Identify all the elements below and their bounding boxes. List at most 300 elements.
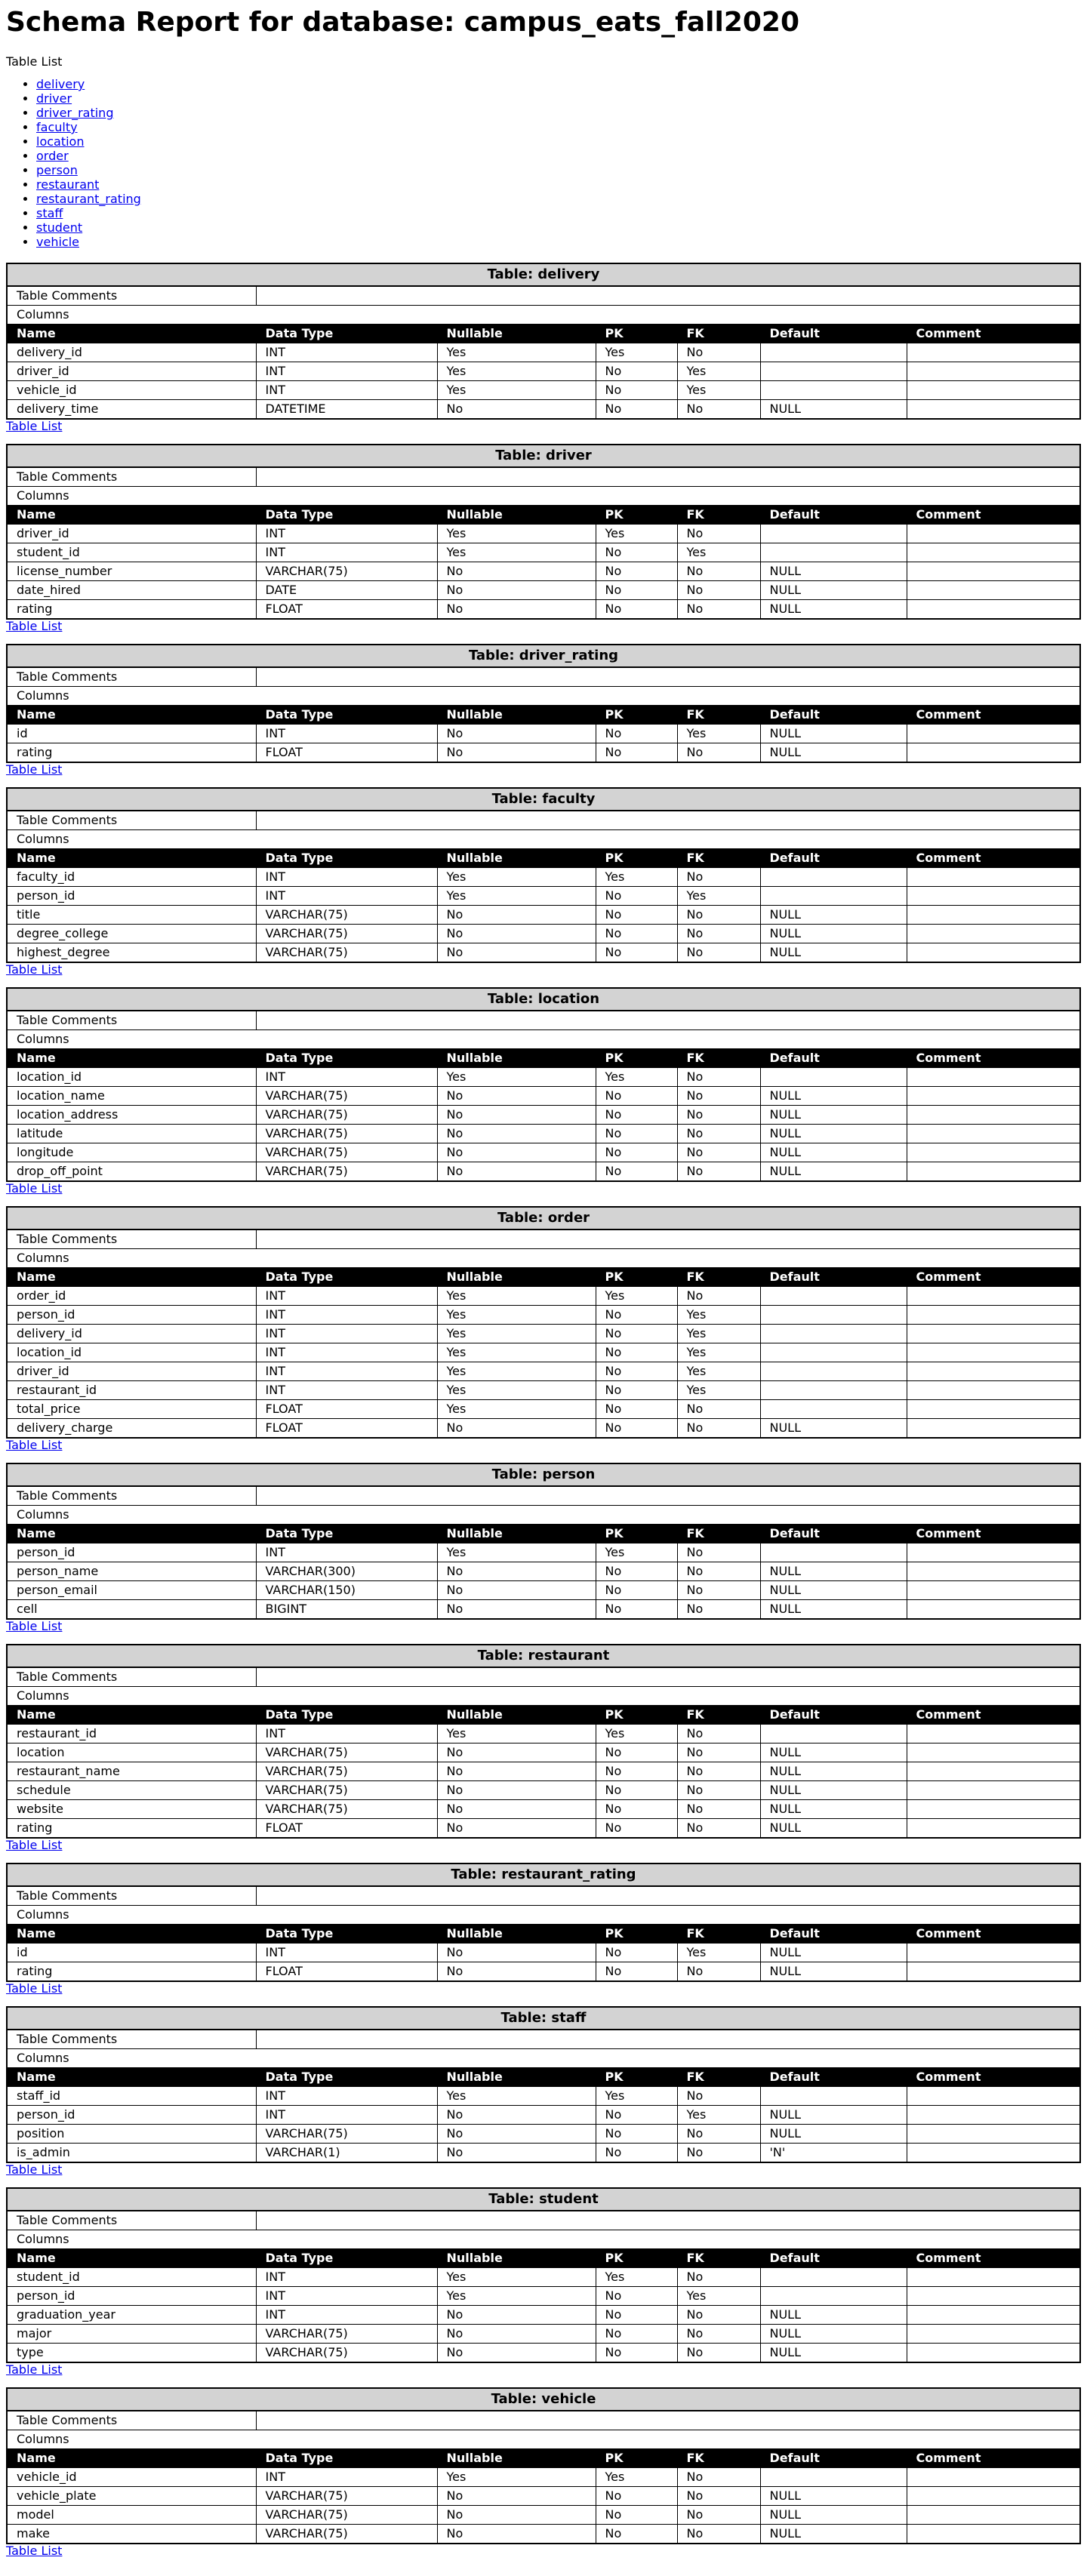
table-comments-row (7, 1230, 1080, 1249)
table-cell: FLOAT (256, 1819, 437, 1839)
table-row (7, 887, 1080, 906)
column-header: Name (7, 1925, 256, 1944)
column-header-row (7, 2249, 1080, 2268)
table-cell: VARCHAR(75) (256, 562, 437, 581)
table-cell: No (677, 743, 760, 763)
columns-label: Columns (7, 2049, 1080, 2068)
table-row (7, 1781, 1080, 1800)
table-cell: No (677, 2344, 760, 2363)
table-cell: No (677, 2487, 760, 2506)
table-cell: restaurant_id (7, 1381, 256, 1400)
table-link-driver_rating[interactable]: driver_rating (36, 106, 114, 120)
table-cell: No (677, 925, 760, 943)
table-cell: INT (256, 725, 437, 743)
table-cell: NULL (760, 743, 907, 763)
back-to-table-list-link[interactable]: Table List (6, 419, 63, 433)
table-title-row (7, 645, 1080, 667)
table-cell: NULL (760, 2106, 907, 2125)
table-title-prefix: Table: (487, 991, 538, 1007)
table-cell: INT (256, 1325, 437, 1343)
table-cell (907, 887, 1080, 906)
table-title-prefix: Table: (491, 2391, 542, 2407)
table-cell: rating (7, 1962, 256, 1982)
table-cell: NULL (760, 2306, 907, 2325)
back-to-table-list-link[interactable]: Table List (6, 962, 63, 977)
column-header: Comment (907, 2249, 1080, 2268)
table-cell: INT (256, 2306, 437, 2325)
table-title (7, 263, 1080, 286)
table-cell (907, 1287, 1080, 1306)
table-comments-label: Table Comments (7, 1667, 256, 1687)
table-cell: No (437, 1600, 596, 1620)
table-cell: id (7, 725, 256, 743)
table-link-restaurant_rating[interactable]: restaurant_rating (36, 192, 141, 206)
table-title-prefix: Table: (491, 1467, 543, 1482)
table-cell: No (437, 1800, 596, 1819)
table-cell: BIGINT (256, 1600, 437, 1620)
table-cell: No (596, 925, 677, 943)
table-cell (907, 2287, 1080, 2306)
table-cell (907, 925, 1080, 943)
table-cell (907, 1944, 1080, 1962)
table-cell (907, 1343, 1080, 1362)
table-comments-value (256, 467, 1080, 487)
column-header: FK (677, 1925, 760, 1944)
table-cell: No (677, 525, 760, 543)
table-cell: INT (256, 2268, 437, 2287)
table-cell (907, 1381, 1080, 1400)
column-header: PK (596, 1706, 677, 1725)
table-cell: No (437, 600, 596, 620)
table-title-row (7, 2007, 1080, 2030)
table-title-row (7, 1207, 1080, 1230)
table-cell (760, 2468, 907, 2487)
table-cell: NULL (760, 1562, 907, 1581)
table-cell: No (677, 1543, 760, 1562)
table-comments-row (7, 1886, 1080, 1906)
table-cell: No (596, 1562, 677, 1581)
table-title-name: restaurant (528, 1648, 610, 1663)
table-list-item (36, 134, 1069, 149)
table-row (7, 1381, 1080, 1400)
table-cell: No (596, 1087, 677, 1106)
table-cell: Yes (437, 1381, 596, 1400)
table-cell: No (437, 2325, 596, 2344)
table-cell: NULL (760, 925, 907, 943)
table-cell: NULL (760, 562, 907, 581)
table-cell: NULL (760, 1162, 907, 1182)
table-cell: Yes (677, 381, 760, 400)
table-title (7, 1645, 1080, 1667)
column-header: Data Type (256, 2249, 437, 2268)
table-cell: No (596, 2344, 677, 2363)
table-title-name: staff (551, 2010, 587, 2026)
table-cell: No (437, 1944, 596, 1962)
back-to-table-list-link[interactable]: Table List (6, 2544, 63, 2558)
table-cell: No (677, 1125, 760, 1143)
back-to-table-list-link[interactable]: Table List (6, 2162, 63, 2177)
column-header-row (7, 1049, 1080, 1068)
table-cell: No (596, 2325, 677, 2344)
table-cell: No (596, 1162, 677, 1182)
table-cell (907, 1162, 1080, 1182)
table-link-driver[interactable]: driver (36, 91, 72, 106)
column-header-row (7, 849, 1080, 868)
table-cell: No (596, 562, 677, 581)
column-header: FK (677, 1268, 760, 1287)
back-to-table-list-link[interactable]: Table List (6, 1438, 63, 1452)
table-cell (907, 1762, 1080, 1781)
table-cell: No (596, 2106, 677, 2125)
table-cell (907, 906, 1080, 925)
table-cell: No (596, 1362, 677, 1381)
table-title (7, 988, 1080, 1011)
table-list-item (36, 120, 1069, 134)
table-link-location[interactable]: location (36, 134, 85, 149)
columns-label: Columns (7, 306, 1080, 325)
table-comments-label: Table Comments (7, 1486, 256, 1506)
table-cell: degree_college (7, 925, 256, 943)
table-cell: No (596, 2125, 677, 2144)
column-header: Nullable (437, 2068, 596, 2087)
schema-table-vehicle (6, 2387, 1081, 2544)
table-title-prefix: Table: (451, 1867, 502, 1882)
table-title-prefix: Table: (495, 448, 547, 463)
table-title-prefix: Table: (487, 266, 538, 282)
table-cell: VARCHAR(75) (256, 1743, 437, 1762)
table-cell: VARCHAR(75) (256, 2344, 437, 2363)
column-header: FK (677, 1525, 760, 1543)
table-cell: VARCHAR(75) (256, 1800, 437, 1819)
table-cell: vehicle_id (7, 2468, 256, 2487)
table-cell (760, 887, 907, 906)
table-cell (760, 868, 907, 887)
table-cell: VARCHAR(75) (256, 1087, 437, 1106)
table-row (7, 943, 1080, 963)
table-cell: VARCHAR(75) (256, 2487, 437, 2506)
table-cell: restaurant_name (7, 1762, 256, 1781)
table-cell: No (596, 1762, 677, 1781)
table-cell: No (677, 1419, 760, 1439)
table-cell: No (596, 2144, 677, 2163)
table-cell: NULL (760, 400, 907, 420)
table-cell (907, 1419, 1080, 1439)
column-header: Default (760, 1706, 907, 1725)
table-cell: No (677, 581, 760, 600)
table-cell (907, 1600, 1080, 1620)
table-cell: No (437, 1419, 596, 1439)
table-cell: No (437, 2125, 596, 2144)
table-cell (907, 1800, 1080, 1819)
table-cell: faculty_id (7, 868, 256, 887)
table-row (7, 1419, 1080, 1439)
table-list-item (36, 149, 1069, 163)
table-cell: No (677, 1725, 760, 1743)
table-cell: No (596, 2306, 677, 2325)
table-cell: type (7, 2344, 256, 2363)
table-cell: No (596, 1381, 677, 1400)
table-cell: No (596, 943, 677, 963)
table-cell: schedule (7, 1781, 256, 1800)
table-cell: delivery_charge (7, 1419, 256, 1439)
table-title (7, 788, 1080, 811)
table-cell: VARCHAR(150) (256, 1581, 437, 1600)
table-cell: VARCHAR(75) (256, 1106, 437, 1125)
table-comments-value (256, 286, 1080, 306)
table-link-vehicle[interactable]: vehicle (36, 235, 79, 249)
table-cell: restaurant_id (7, 1725, 256, 1743)
column-header: Default (760, 849, 907, 868)
table-cell: No (677, 562, 760, 581)
table-cell: DATE (256, 581, 437, 600)
table-cell (760, 2287, 907, 2306)
table-cell: rating (7, 600, 256, 620)
table-cell: No (437, 2344, 596, 2363)
column-header: FK (677, 2068, 760, 2087)
table-cell: Yes (437, 1068, 596, 1087)
table-cell: NULL (760, 725, 907, 743)
table-cell: No (596, 1419, 677, 1439)
table-list-item (36, 192, 1069, 206)
table-row (7, 1400, 1080, 1419)
table-cell: Yes (677, 543, 760, 562)
column-header: Comment (907, 706, 1080, 725)
table-cell: Yes (437, 1362, 596, 1381)
column-header: PK (596, 2068, 677, 2087)
table-cell (907, 525, 1080, 543)
table-title-name: order (547, 1210, 590, 1226)
table-title-row (7, 1864, 1080, 1886)
table-comments-label: Table Comments (7, 2030, 256, 2049)
table-row (7, 1800, 1080, 1819)
table-cell (907, 1962, 1080, 1982)
table-cell: No (677, 2506, 760, 2525)
table-row (7, 362, 1080, 381)
table-cell: FLOAT (256, 600, 437, 620)
column-header: Data Type (256, 1706, 437, 1725)
table-list-item (36, 77, 1069, 91)
columns-label-row (7, 1249, 1080, 1268)
table-cell: INT (256, 1343, 437, 1362)
table-comments-label: Table Comments (7, 467, 256, 487)
back-to-table-list-link[interactable]: Table List (6, 1838, 63, 1852)
table-cell: No (596, 1819, 677, 1839)
table-cell (907, 2468, 1080, 2487)
columns-label-row (7, 2049, 1080, 2068)
back-to-table-list-link[interactable]: Table List (6, 2362, 63, 2377)
column-header: Comment (907, 849, 1080, 868)
table-cell (760, 1325, 907, 1343)
table-title (7, 2188, 1080, 2211)
table-link-restaurant[interactable]: restaurant (36, 177, 100, 192)
table-cell: Yes (677, 1325, 760, 1343)
table-cell: No (437, 1125, 596, 1143)
table-row (7, 2487, 1080, 2506)
column-header: Comment (907, 1049, 1080, 1068)
table-row (7, 400, 1080, 420)
table-cell: No (677, 868, 760, 887)
table-cell: delivery_id (7, 343, 256, 362)
table-list-item (36, 163, 1069, 177)
table-row (7, 2344, 1080, 2363)
column-header-row (7, 325, 1080, 343)
table-cell: Yes (437, 543, 596, 562)
table-cell: student_id (7, 2268, 256, 2287)
table-cell: INT (256, 887, 437, 906)
table-cell (907, 868, 1080, 887)
table-cell: id (7, 1944, 256, 1962)
back-to-table-list-link[interactable]: Table List (6, 762, 63, 777)
table-cell: NULL (760, 2344, 907, 2363)
table-cell: VARCHAR(75) (256, 1143, 437, 1162)
table-link-order[interactable]: order (36, 149, 69, 163)
columns-label: Columns (7, 687, 1080, 706)
table-title (7, 2007, 1080, 2030)
back-to-table-list-link[interactable]: Table List (6, 619, 63, 633)
table-row (7, 525, 1080, 543)
table-cell: No (437, 1162, 596, 1182)
column-header-row (7, 1706, 1080, 1725)
table-title-name: person (542, 1467, 596, 1482)
columns-label: Columns (7, 487, 1080, 506)
table-link-student[interactable]: student (36, 220, 83, 235)
table-comments-label: Table Comments (7, 2411, 256, 2430)
table-cell: No (677, 1962, 760, 1982)
table-cell: Yes (677, 725, 760, 743)
table-comments-row (7, 811, 1080, 830)
table-cell: Yes (677, 1343, 760, 1362)
table-cell (907, 1781, 1080, 1800)
table-cell: No (596, 1600, 677, 1620)
table-comments-value (256, 1230, 1080, 1249)
table-cell: No (437, 906, 596, 925)
table-cell (907, 1143, 1080, 1162)
table-cell (760, 2087, 907, 2106)
back-to-table-list-link[interactable]: Table List (6, 1619, 63, 1633)
column-header: Name (7, 2449, 256, 2468)
columns-label-row (7, 1906, 1080, 1925)
schema-table-driver_rating (6, 644, 1081, 763)
column-header: Name (7, 2249, 256, 2268)
column-header: Nullable (437, 325, 596, 343)
table-cell: Yes (437, 1306, 596, 1325)
table-cell: INT (256, 2106, 437, 2125)
table-link-staff[interactable]: staff (36, 206, 63, 220)
table-cell: Yes (437, 2087, 596, 2106)
table-title-name: driver_rating (519, 648, 619, 663)
table-row (7, 1125, 1080, 1143)
table-cell: No (596, 2506, 677, 2525)
table-comments-value (256, 2411, 1080, 2430)
table-cell (907, 2487, 1080, 2506)
table-cell: delivery_time (7, 400, 256, 420)
table-cell: No (596, 2525, 677, 2544)
column-header: Comment (907, 1706, 1080, 1725)
columns-label: Columns (7, 830, 1080, 849)
table-cell (907, 1819, 1080, 1839)
table-row (7, 1819, 1080, 1839)
table-cell: Yes (437, 1325, 596, 1343)
table-row (7, 2506, 1080, 2525)
table-cell: INT (256, 1381, 437, 1400)
table-cell: Yes (437, 1400, 596, 1419)
table-cell: latitude (7, 1125, 256, 1143)
table-cell: VARCHAR(75) (256, 1162, 437, 1182)
table-cell: Yes (677, 887, 760, 906)
table-comments-label: Table Comments (7, 1886, 256, 1906)
column-header: FK (677, 2249, 760, 2268)
table-row (7, 1581, 1080, 1600)
table-cell: No (437, 2106, 596, 2125)
table-comments-value (256, 1011, 1080, 1030)
table-cell: location_address (7, 1106, 256, 1125)
column-header: Comment (907, 2068, 1080, 2087)
table-comments-label: Table Comments (7, 1230, 256, 1249)
table-title-row (7, 1645, 1080, 1667)
table-cell: No (437, 1143, 596, 1162)
table-cell (907, 1068, 1080, 1087)
table-cell: No (437, 400, 596, 420)
back-to-table-list-link[interactable]: Table List (6, 1981, 63, 1996)
column-header: PK (596, 325, 677, 343)
table-title-name: restaurant_rating (501, 1867, 636, 1882)
table-cell: Yes (677, 1944, 760, 1962)
table-row (7, 2106, 1080, 2125)
table-cell: NULL (760, 1125, 907, 1143)
table-row (7, 1362, 1080, 1381)
column-header: Name (7, 1706, 256, 1725)
table-row (7, 725, 1080, 743)
table-cell: NULL (760, 1962, 907, 1982)
column-header: FK (677, 706, 760, 725)
table-cell (907, 1562, 1080, 1581)
table-cell: Yes (596, 1543, 677, 1562)
table-cell: No (596, 1343, 677, 1362)
table-cell: FLOAT (256, 1962, 437, 1982)
table-cell: INT (256, 1068, 437, 1087)
table-link-faculty[interactable]: faculty (36, 120, 78, 134)
table-cell: No (596, 381, 677, 400)
schema-table-person (6, 1463, 1081, 1620)
table-row (7, 1068, 1080, 1087)
table-link-person[interactable]: person (36, 163, 78, 177)
table-cell (760, 1400, 907, 1419)
table-cell: Yes (437, 362, 596, 381)
table-cell: NULL (760, 2525, 907, 2544)
table-cell: location (7, 1743, 256, 1762)
column-header-row (7, 506, 1080, 525)
column-header: Default (760, 706, 907, 725)
table-cell: No (677, 1287, 760, 1306)
columns-label-row (7, 2430, 1080, 2449)
column-header: Nullable (437, 506, 596, 525)
back-to-table-list-link[interactable]: Table List (6, 1181, 63, 1196)
table-cell: Yes (677, 1306, 760, 1325)
table-cell: VARCHAR(75) (256, 1125, 437, 1143)
table-link-delivery[interactable]: delivery (36, 77, 85, 91)
table-cell: No (596, 1143, 677, 1162)
columns-label: Columns (7, 1030, 1080, 1049)
table-cell: Yes (437, 1725, 596, 1743)
table-cell (760, 543, 907, 562)
columns-label-row (7, 830, 1080, 849)
column-header-row (7, 1268, 1080, 1287)
table-cell: No (677, 1562, 760, 1581)
table-cell: No (677, 2125, 760, 2144)
column-header: Name (7, 1525, 256, 1543)
table-cell: No (677, 2306, 760, 2325)
table-comments-row (7, 1011, 1080, 1030)
